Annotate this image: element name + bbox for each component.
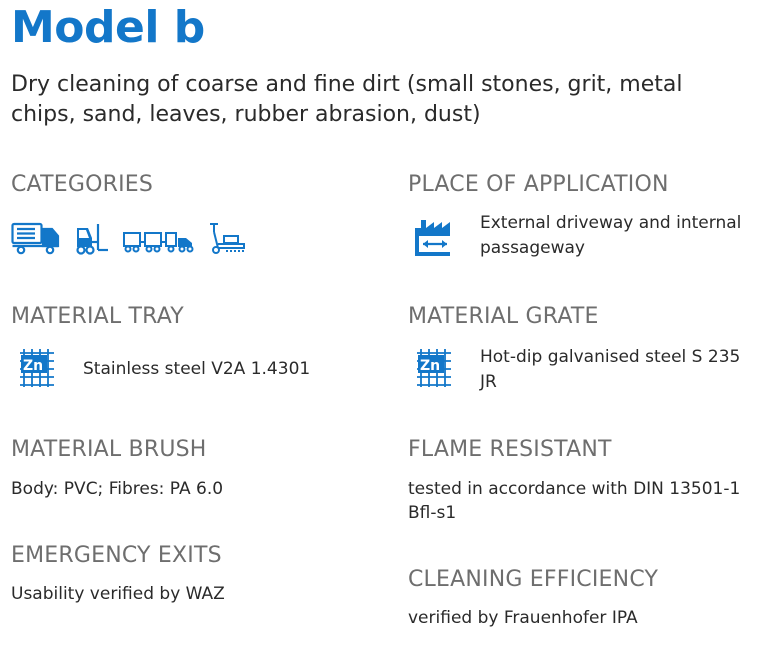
cleaning-efficiency-heading: CLEANING EFFICIENCY <box>408 567 659 592</box>
pallet-truck-icon <box>208 222 248 254</box>
page-description: Dry cleaning of coarse and fine dirt (small stones, grit, metal chips, sand, leaves, rubber abrasion, dust) <box>11 72 683 127</box>
flame-resistant-line2: Bfl-s1 <box>408 503 457 523</box>
place-of-application-line2: passageway <box>480 238 585 258</box>
material-brush-text: Body: PVC; Fibres: PA 6.0 <box>11 479 224 499</box>
truck-icon <box>11 221 61 255</box>
forklift-icon <box>74 222 110 255</box>
material-grate-heading: MATERIAL GRATE <box>408 304 599 329</box>
svg-text:Zn: Zn <box>420 358 441 374</box>
emergency-exits-text: Usability verified by WAZ <box>11 584 225 604</box>
flame-resistant-heading: FLAME RESISTANT <box>408 437 612 462</box>
zinc-grid-icon <box>415 347 453 387</box>
factory-passage-icon <box>413 216 457 258</box>
page-title: Model b <box>11 2 205 53</box>
categories-heading: CATEGORIES <box>11 172 154 197</box>
place-of-application-heading: PLACE OF APPLICATION <box>408 172 669 197</box>
material-tray-text: Stainless steel V2A 1.4301 <box>83 359 311 379</box>
emergency-exits-heading: EMERGENCY EXITS <box>11 543 222 568</box>
place-of-application-line1: External driveway and internal <box>480 213 742 233</box>
material-grate-line1: Hot-dip galvanised steel S 235 <box>480 347 741 367</box>
material-tray-heading: MATERIAL TRAY <box>11 304 184 329</box>
road-train-icon <box>122 230 196 254</box>
svg-text:Zn: Zn <box>23 358 44 374</box>
material-brush-heading: MATERIAL BRUSH <box>11 437 207 462</box>
zinc-grid-icon <box>18 347 56 387</box>
material-grate-line2: JR <box>480 372 497 392</box>
cleaning-efficiency-text: verified by Frauenhofer IPA <box>408 608 638 628</box>
flame-resistant-line1: tested in accordance with DIN 13501-1 <box>408 479 741 499</box>
